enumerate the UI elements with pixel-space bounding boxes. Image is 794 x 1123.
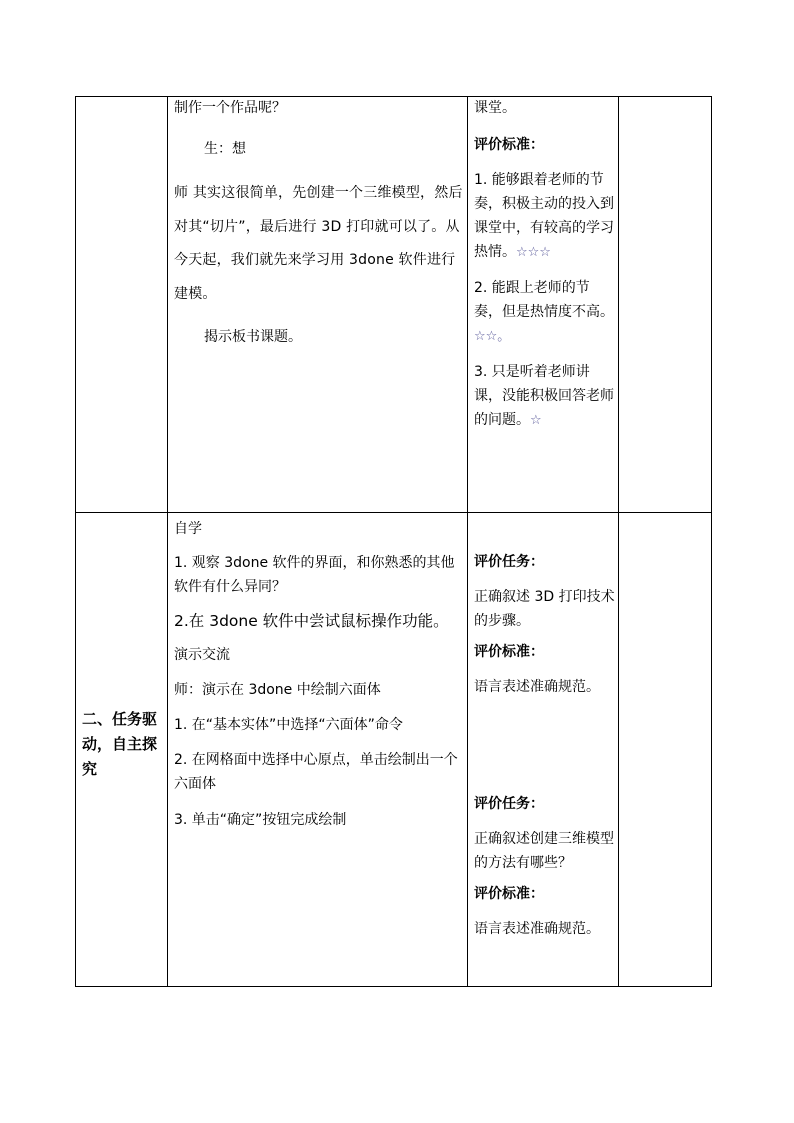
table-row — [76, 97, 712, 513]
star-icon: ☆☆。 — [474, 329, 511, 344]
eval-standard-label: 评价标准： — [474, 886, 544, 902]
eval-standard: 语言表述准确规范。 — [474, 921, 600, 937]
teacher-line: 揭示板书课题。 — [204, 329, 302, 345]
teacher-line: 制作一个作品呢？ — [174, 100, 286, 116]
table-row — [76, 513, 712, 987]
evaluation-cell — [468, 513, 619, 987]
teacher-line: 3. 单击“确定”按钮完成绘制 — [174, 812, 347, 828]
teacher-line: 演示交流 — [174, 647, 230, 663]
teacher-activity-cell — [168, 97, 468, 513]
teacher-line: 1. 观察 3done 软件的界面，和你熟悉的其他软件有什么异同？ — [174, 555, 455, 595]
note-cell — [619, 513, 712, 987]
teacher-line: 师：演示在 3done 中绘制六面体 — [174, 682, 381, 698]
note-cell — [619, 97, 712, 513]
teacher-line: 自学 — [174, 521, 202, 537]
teacher-activity-cell — [168, 513, 468, 987]
stage-cell — [76, 97, 168, 513]
eval-line: 课堂。 — [474, 100, 516, 116]
teacher-line: 2. 在网格面中选择中心原点，单击绘制出一个六面体 — [174, 752, 458, 792]
teacher-line: 生：想 — [204, 141, 246, 157]
star-icon: ☆☆☆ — [516, 245, 551, 260]
eval-standard-label: 评价标准： — [474, 137, 544, 153]
eval-task-label: 评价任务： — [474, 796, 544, 812]
eval-item: 2. 能跟上老师的节奏，但是热情度不高。☆☆。 — [474, 280, 614, 344]
eval-task-label: 评价任务： — [474, 554, 544, 570]
stage-title: 二、任务驱动，自主探究 — [82, 710, 158, 778]
lesson-plan-table — [75, 96, 712, 987]
eval-standard: 语言表述准确规范。 — [474, 679, 600, 695]
star-icon: ☆ — [530, 413, 542, 428]
teacher-line: 2.在 3done 软件中尝试鼠标操作功能。 — [174, 612, 449, 630]
teacher-line: 1. 在“基本实体”中选择“六面体”命令 — [174, 717, 403, 733]
eval-item: 3. 只是听着老师讲课，没能积极回答老师的问题。☆ — [474, 364, 614, 428]
eval-item: 1. 能够跟着老师的节奏，积极主动的投入到课堂中，有较高的学习热情。☆☆☆ — [474, 172, 614, 260]
eval-standard-label: 评价标准： — [474, 644, 544, 660]
eval-task: 正确叙述创建三维模型的方法有哪些？ — [474, 831, 614, 871]
evaluation-cell — [468, 97, 619, 513]
eval-task: 正确叙述 3D 打印技术的步骤。 — [474, 589, 615, 629]
teacher-paragraph: 师 其实这很简单，先创建一个三维模型，然后对其“切片”，最后进行 3D 打印就可以了。从今天起，我们就先来学习用 3done 软件进行建模。 — [174, 185, 463, 302]
stage-cell — [76, 513, 168, 987]
